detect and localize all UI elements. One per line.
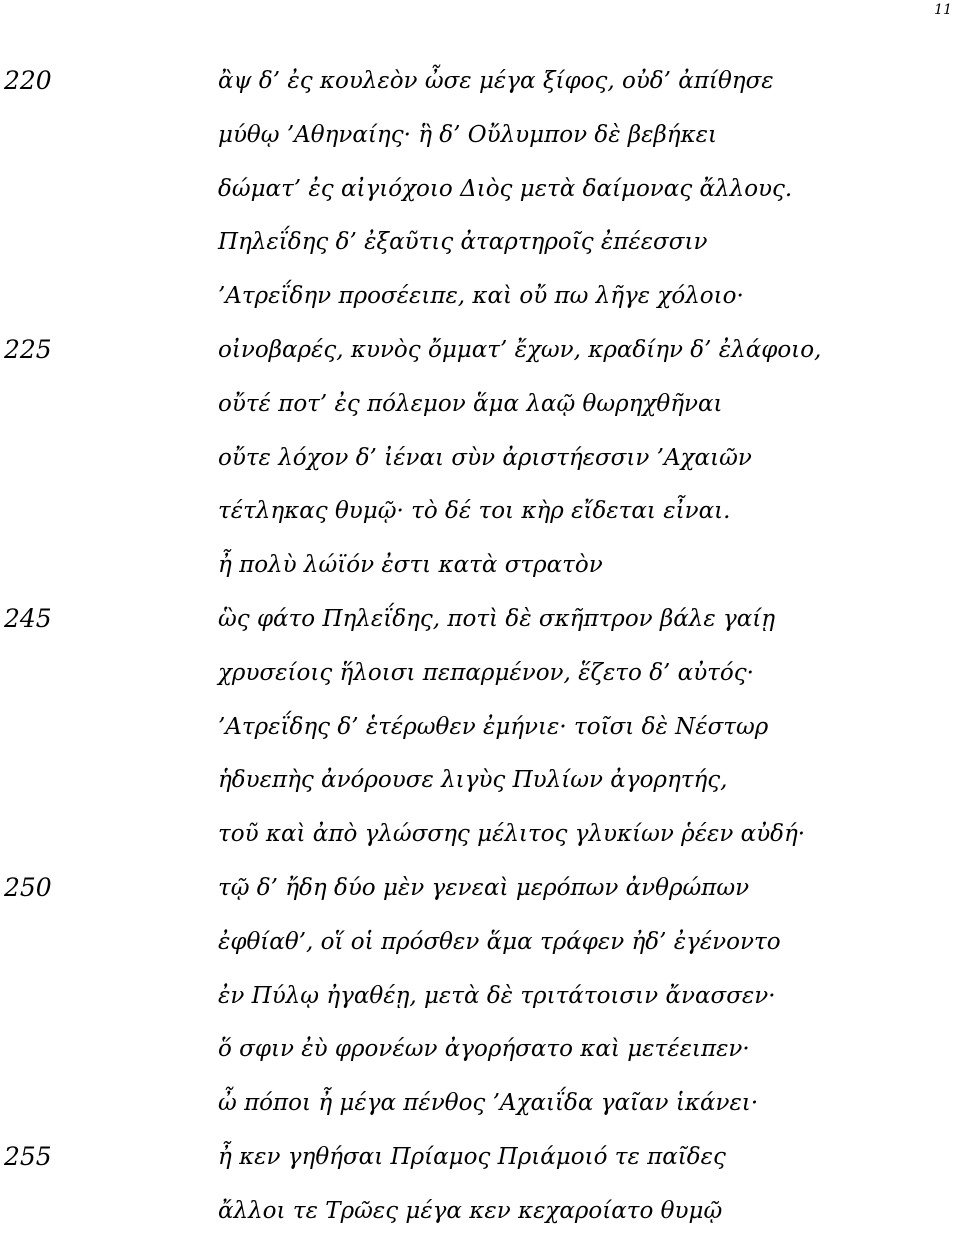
- line-text: τέτληκας θυμῷ· τὸ δέ τοι κὴρ εἴδεται εἶναι.: [218, 498, 731, 525]
- verse-line: [0, 1080, 960, 1134]
- line-text: οἰνοβαρές, κυνὸς ὄμματ’ ἔχων, κραδίην δ’ ἐλάφοιο,: [218, 336, 822, 363]
- page-number: 11: [934, 2, 952, 18]
- line-text: χρυσείοις ἥλοισι πεπαρμένον, ἕζετο δ’ αὐτός·: [218, 659, 754, 686]
- line-number: 255: [4, 1141, 52, 1171]
- verse-line: [0, 1026, 960, 1080]
- verse-line: [0, 488, 960, 542]
- line-text: ἐφθίαθ’, οἵ οἱ πρόσθεν ἅμα τράφεν ἠδ’ ἐγένοντο: [218, 928, 781, 955]
- verse-line: [0, 327, 960, 381]
- line-text: ἦ πολὺ λώϊόν ἐστι κατὰ στρατὸν: [218, 552, 603, 579]
- line-text: ’Ατρεΐδην προσέειπε, καὶ οὔ πω λῆγε χόλοιο·: [218, 283, 744, 310]
- verse-line: [0, 435, 960, 489]
- verse-line: [0, 1134, 960, 1188]
- line-text: οὔτέ ποτ’ ἐς πόλεμον ἅμα λαῷ θωρηχθῆναι: [218, 390, 723, 417]
- verse-line: [0, 166, 960, 220]
- line-text: ὅ σφιν ἐὺ φρονέων ἀγορήσατο καὶ μετέειπεν·: [218, 1036, 750, 1063]
- line-text: ὦ πόποι ἦ μέγα πένθος ’Αχαιΐδα γαῖαν ἱκάνει·: [218, 1090, 759, 1117]
- line-text: τῷ δ’ ἤδη δύο μὲν γενεαὶ μερόπων ἀνθρώπων: [218, 874, 750, 901]
- verse-line: [0, 650, 960, 704]
- verse-line: [0, 704, 960, 758]
- line-number: 225: [4, 334, 52, 364]
- line-number: 250: [4, 872, 52, 902]
- line-text: ἐν Πύλῳ ἠγαθέῃ, μετὰ δὲ τριτάτοισιν ἄνασσεν·: [218, 982, 776, 1009]
- line-text: ἡδυεπὴς ἀνόρουσε λιγὺς Πυλίων ἀγορητής,: [218, 767, 728, 794]
- verse-line: [0, 865, 960, 919]
- verse-line: [0, 811, 960, 865]
- verse-line: [0, 757, 960, 811]
- verse-line: [0, 542, 960, 596]
- verse-line: [0, 58, 960, 112]
- verse-line: [0, 596, 960, 650]
- verse-line: [0, 973, 960, 1027]
- verse-line: [0, 219, 960, 273]
- line-text: οὔτε λόχον δ’ ἰέναι σὺν ἀριστήεσσιν ’Αχαιῶν: [218, 444, 752, 471]
- line-number: 245: [4, 603, 52, 633]
- line-text: ἦ κεν γηθήσαι Πρίαμος Πριάμοιό τε παῖδες: [218, 1143, 726, 1170]
- line-number: 220: [4, 66, 52, 95]
- line-text: ἄλλοι τε Τρῶες μέγα κεν κεχαροίατο θυμῷ: [218, 1197, 723, 1224]
- verse-line: [0, 112, 960, 166]
- line-text: μύθῳ ’Αθηναίης· ἣ δ’ Οὔλυμπον δὲ βεβήκει: [218, 121, 718, 148]
- verse-line: [0, 381, 960, 435]
- line-text: ὣς φάτο Πηλεΐδης, ποτὶ δὲ σκῆπτρον βάλε γαίῃ: [218, 605, 776, 632]
- line-text: ἂψ δ’ ἐς κουλεὸν ὦσε μέγα ξίφος, οὐδ’ ἀπίθησε: [218, 68, 774, 94]
- line-text: ’Ατρεΐδης δ’ ἑτέρωθεν ἐμήνιε· τοῖσι δὲ Νέστωρ: [218, 713, 769, 740]
- line-text: Πηλεΐδης δ’ ἐξαῦτις ἀταρτηροῖς ἐπέεσσιν: [218, 229, 708, 256]
- verse-line: [0, 919, 960, 973]
- line-text: δώματ’ ἐς αἰγιόχοιο Διὸς μετὰ δαίμονας ἄλλους.: [218, 175, 793, 202]
- verse-line: [0, 273, 960, 327]
- verse-line: [0, 1188, 960, 1242]
- verse-block: [0, 58, 960, 1242]
- line-text: τοῦ καὶ ἀπὸ γλώσσης μέλιτος γλυκίων ῥέεν αὐδή·: [218, 821, 806, 848]
